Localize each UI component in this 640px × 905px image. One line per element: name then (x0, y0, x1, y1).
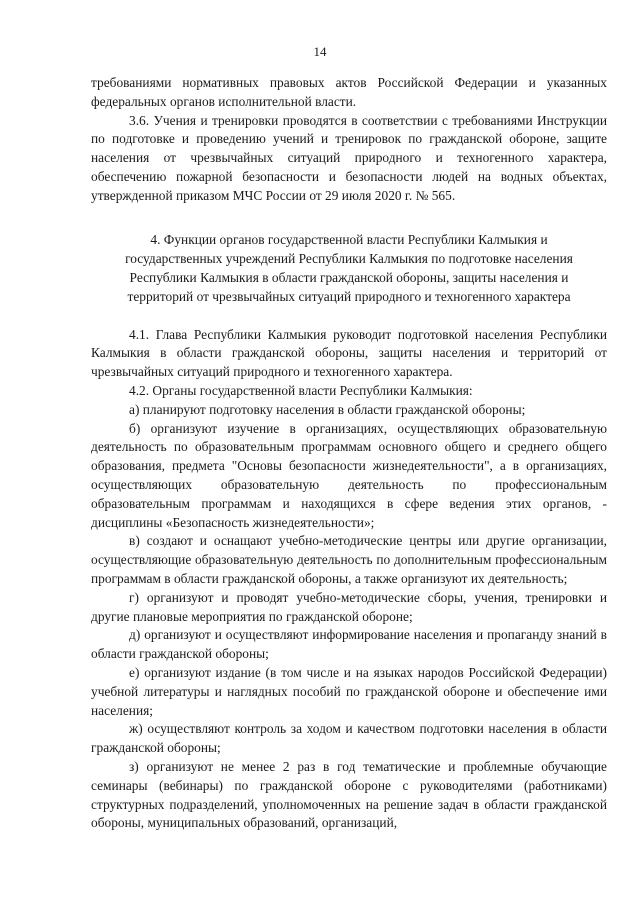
paragraph-continuation: требованиями нормативных правовых актов Российской Федерации и указанных федеральных органов исполнительной власти. (91, 75, 607, 109)
page-number: 14 (313, 44, 327, 59)
list-item-a: а) планируют подготовку населения в области гражданской обороны; (129, 401, 526, 417)
list-item-zh: ж) осуществляют контроль за ходом и качеством подготовки населения в области гражданской обороны; (91, 721, 607, 756)
list-item-d: д) организуют и осуществляют информирование населения и пропаганду знаний в области гражданской обороны; (91, 627, 607, 662)
list-item-g: г) организуют и проводят учебно-методические сборы, учения, тренировки и другие плановые мероприятия по гражданской обороне; (91, 589, 607, 624)
list-item-z: з) организуют не менее 2 раз в год тематические и проблемные обучающие семинары (вебинары) по гражданской обороне с руководителями (работниками) структурных подразделений, уполномоченных на решение задач в области гражданской обороны, муниципальных образований, организаций, (91, 758, 607, 831)
paragraph-3-6: 3.6. Учения и тренировки проводятся в соответствии с требованиями Инструкции по подготовке и проведению учений и тренировок по гражданской обороне, защите населения от чрезвычайных ситуаций природного и техногенного характера, обеспечению пожарной безопасности и безопасности людей на водных объектах, утвержденной приказом МЧС России от 29 июля 2020 г. № 565. (91, 112, 607, 203)
paragraph-4-2: 4.2. Органы государственной власти Республики Калмыкия: (129, 382, 473, 398)
paragraph-4-1: 4.1. Глава Республики Калмыкия руководит подготовкой населения Республики Калмыкия в области гражданской обороны, защиты населения и территорий от чрезвычайных ситуаций природного и техногенного характера. (91, 326, 607, 380)
document-body (91, 74, 607, 833)
list-item-e: е) организуют издание (в том числе и на языках народов Российской Федерации) учебной литературы и наглядных пособий по гражданской обороне и обеспечение ими населения; (91, 664, 607, 718)
list-item-v: в) создают и оснащают учебно-методические центры или другие организации, осуществляющие образовательную деятельность по дополнительным профессиональным программам в области гражданской обороны, а также организуют их деятельность; (91, 533, 607, 586)
list-item-b: б) организуют изучение в организациях, осуществляющих образовательную деятельность по образовательным программам основного общего и среднего общего образования, предмета "Основы безопасности жизнедеятельности", а в организациях, осуществляющих образовательную деятельность по профессиональным образовательным программам и находящихся в сфере ведения этих органов, - дисциплины «Безопасность жизнедеятельности»; (91, 420, 607, 530)
section-title: 4. Функции органов государственной власти Республики Калмыкия и государственных учреждений Республики Калмыкия по подготовке населения Республики Калмыкия в области гражданской обороны, защиты населения и территорий от чрезвычайных ситуаций природного и техногенного характера (125, 231, 573, 304)
